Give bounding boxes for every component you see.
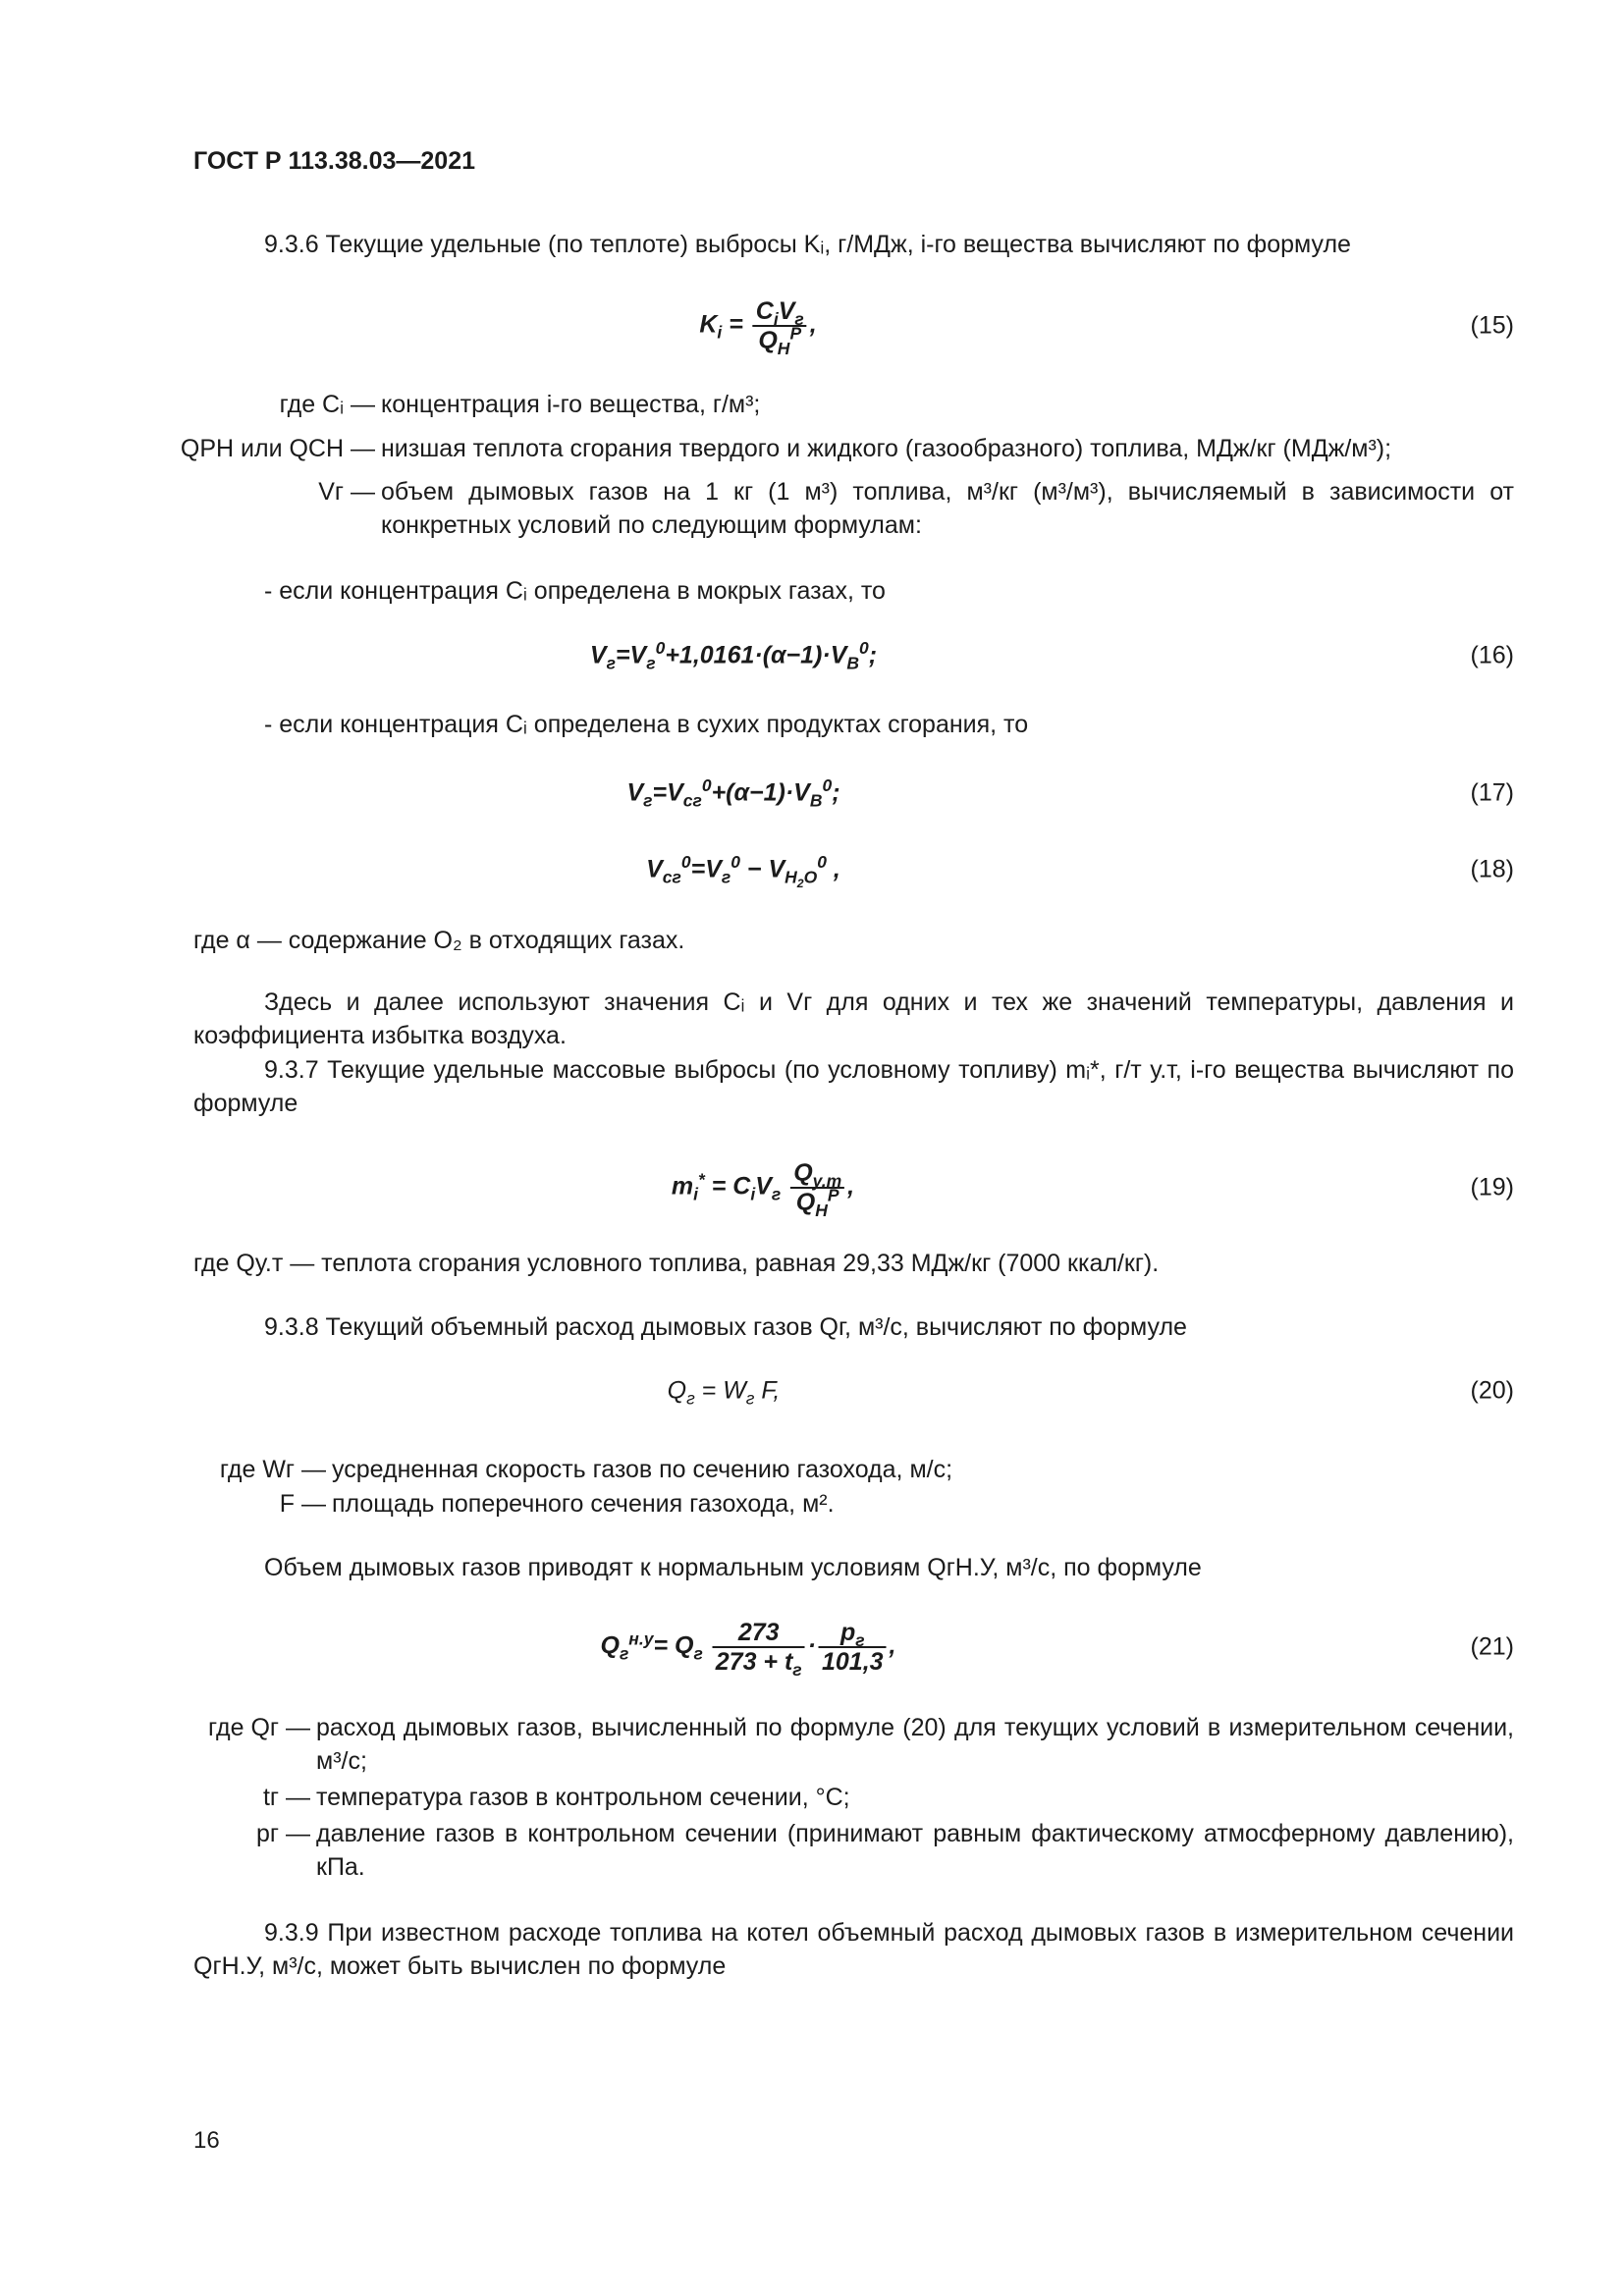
paragraph-9-3-8: 9.3.8 Текущий объемный расход дымовых газов Qг, м³/с, вычисляют по формуле	[264, 1313, 1187, 1341]
formula-19	[193, 1148, 1514, 1227]
formula-16-expression: $V_г=V_г^0+1,0161\cdot(\alpha-1)\cdot V_В^0$;	[589, 638, 878, 673]
formula-20-expression: $Q_г = W_г$ F,	[667, 1376, 781, 1409]
definition-q-ut: где Qу.т — теплота сгорания условного топлива, равная 29,33 МДж/кг (7000 ккал/кг).	[193, 1250, 1160, 1277]
definition-qh: QРН или QСН — низшая теплота сгорания твердого и жидкого (газообразного) топлива, МДж/кг (МДж/м³);	[180, 435, 1392, 462]
definition-tg: tг — температура газов в контрольном сечении, °С;	[262, 1784, 850, 1811]
formula-19-expression: $m_i^* = C_iV_г$ $\frac{Q_{у.т}}{Q_Н^Р}$ ,	[671, 1159, 855, 1220]
bullet-wet-gases: - если концентрация Cᵢ определена в мокрых газах, то	[264, 577, 886, 605]
definition-alpha: где α — содержание O₂ в отходящих газах.	[193, 927, 685, 954]
definition-wg: где Wг — усредненная скорость газов по сечению газохода, м/с;	[219, 1456, 953, 1483]
formula-15-expression: $K_i$ = $\frac{C_iV_г}{Q_Н^Р}$ ,	[699, 297, 817, 358]
definition-f: F — площадь поперечного сечения газохода, м².	[279, 1490, 835, 1518]
formula-16	[193, 616, 1514, 695]
formula-17-number: (17)	[1470, 778, 1514, 807]
formula-21	[193, 1608, 1514, 1686]
formula-21-number: (21)	[1470, 1632, 1514, 1661]
bullet-dry-products: - если концентрация Cᵢ определена в сухих продуктах сгорания, то	[264, 711, 1029, 738]
formula-16-number: (16)	[1470, 641, 1514, 669]
paragraph-9-3-7: 9.3.7 Текущие удельные массовые выбросы (по условному топливу) mᵢ*, г/т у.т, i-го вещества вычисляют по формуле	[193, 1056, 1514, 1117]
formula-20-number: (20)	[1470, 1376, 1514, 1405]
definition-vg: Vг — объем дымовых газов на 1 кг (1 м³) топлива, м³/кг (м³/м³), вычисляемый в зависимости от конкретных условий по следующим формулам:	[318, 478, 1514, 539]
page-number: 16	[193, 2127, 220, 2154]
definition-ci: где Cᵢ — концентрация i-го вещества, г/м³;	[279, 391, 761, 418]
formula-18-expression: $V_{сг}^0=V_г^0 - V_{Н_2О}^0$ ,	[646, 852, 840, 890]
formula-18-number: (18)	[1470, 855, 1514, 883]
formula-15	[193, 287, 1514, 365]
definition-qg: где Qг — расход дымовых газов, вычисленный по формуле (20) для текущих условий в измерительном сечении, м³/с;	[208, 1714, 1514, 1775]
document-id: ГОСТ Р 113.38.03—2021	[193, 147, 476, 175]
definition-pg: pг — давление газов в контрольном сечении (принимают равным фактическому атмосферному давлению), кПа.	[256, 1820, 1514, 1881]
formula-19-number: (19)	[1470, 1173, 1514, 1201]
paragraph-9-3-6: 9.3.6 Текущие удельные (по теплоте) выбросы Kᵢ, г/МДж, i-го вещества вычисляют по формуле	[264, 231, 1351, 258]
formula-15-number: (15)	[1470, 311, 1514, 340]
paragraph-9-3-9: 9.3.9 При известном расходе топлива на котел объемный расход дымовых газов в измерительном сечении QгН.У, м³/с, может быть вычислен по формуле	[193, 1919, 1514, 1980]
paragraph-here-and-below: Здесь и далее используют значения Cᵢ и Vг для одних и тех же значений температуры, давления и коэффициента избытка воздуха.	[193, 988, 1514, 1049]
formula-18	[193, 830, 1514, 909]
paragraph-normal-conditions: Объем дымовых газов приводят к нормальным условиям QгН.У, м³/с, по формуле	[264, 1554, 1202, 1581]
formula-21-expression: $Q_г^{н.у}= Q_г$ $\frac{273}{273 + t_г}$ · $\frac{p_г}{101,3}$ ,	[600, 1619, 896, 1680]
formula-17	[193, 754, 1514, 832]
formula-17-expression: $V_г=V_{сг}^0+(\alpha-1)\cdot V_В^0$;	[626, 775, 840, 811]
formula-20	[193, 1352, 1514, 1430]
